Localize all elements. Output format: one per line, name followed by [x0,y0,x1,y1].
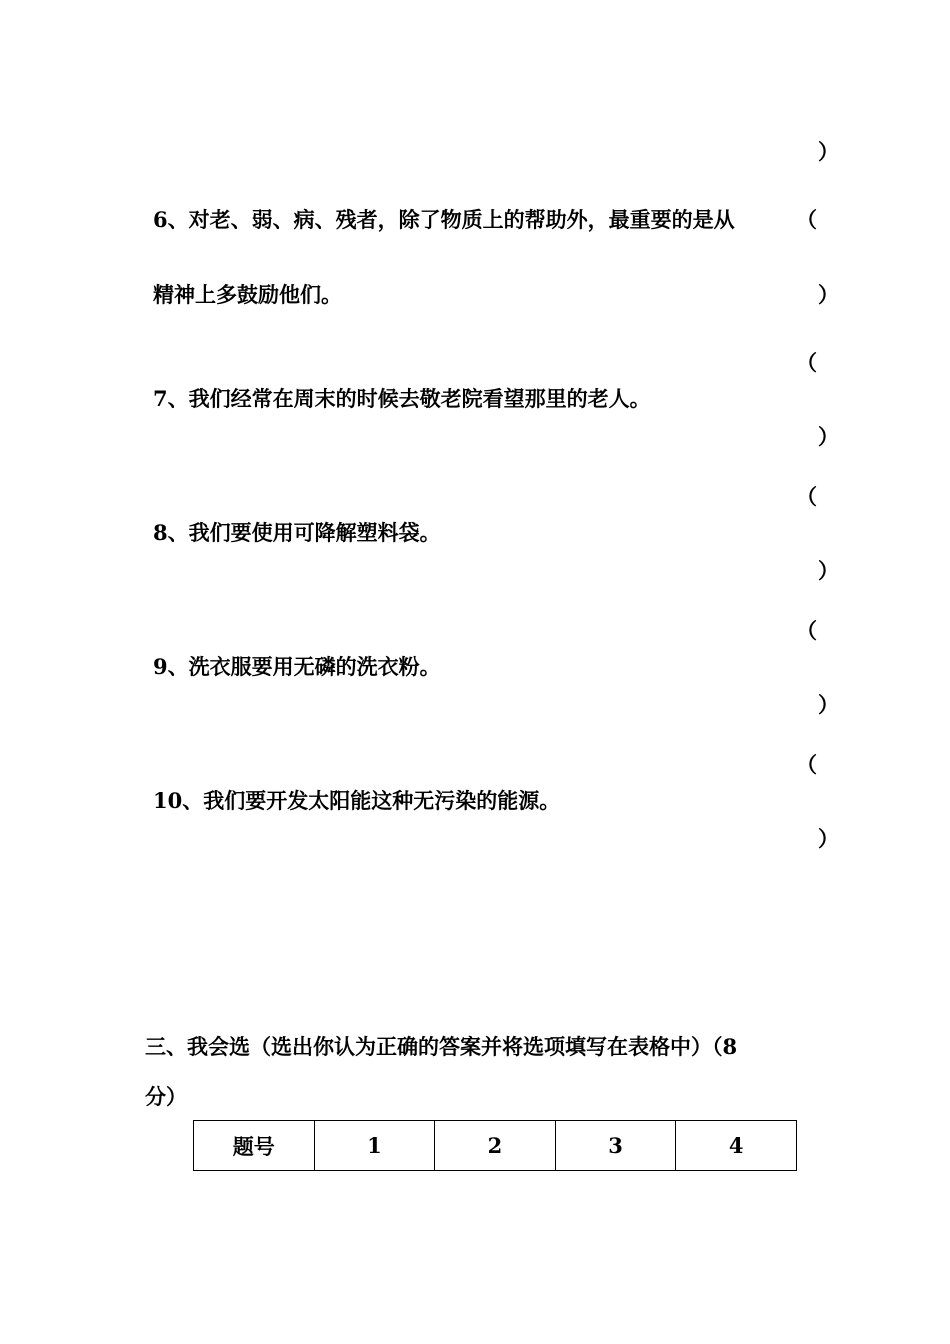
answer-paren-close: ） [818,826,839,851]
question-6-line-1: 6、对老、弱、病、残者，除了物质上的帮助外，最重要的是从 [153,207,735,232]
answer-paren-open: （ [796,207,817,232]
question-8: 8、我们要使用可降解塑料袋。 [153,520,441,545]
answer-paren-close: ） [818,282,839,307]
answer-paren-open: （ [796,618,817,643]
answer-paren-close: ） [818,139,839,164]
table-header-cell: 1 [314,1121,435,1171]
table-header-cell: 4 [676,1121,797,1171]
table-header-cell: 3 [555,1121,676,1171]
answer-paren-close: ） [818,692,839,717]
question-10: 10、我们要开发太阳能这种无污染的能源。 [153,788,561,813]
answer-table [193,1120,797,1171]
table-header-cell: 题号 [194,1121,315,1171]
answer-paren-open: （ [796,752,817,777]
question-6-line-2: 精神上多鼓励他们。 [153,282,342,307]
section-3-title: 三、我会选（选出你认为正确的答案并将选项填写在表格中）（8 [145,1034,738,1059]
answer-paren-open: （ [796,350,817,375]
answer-paren-open: （ [796,484,817,509]
table-row [194,1121,797,1171]
answer-paren-close: ） [818,424,839,449]
question-7: 7、我们经常在周末的时候去敬老院看望那里的老人。 [153,386,651,411]
section-3-title-continued: 分） [145,1084,187,1109]
answer-paren-close: ） [818,558,839,583]
table-header-cell: 2 [435,1121,556,1171]
question-9: 9、洗衣服要用无磷的洗衣粉。 [153,654,441,679]
